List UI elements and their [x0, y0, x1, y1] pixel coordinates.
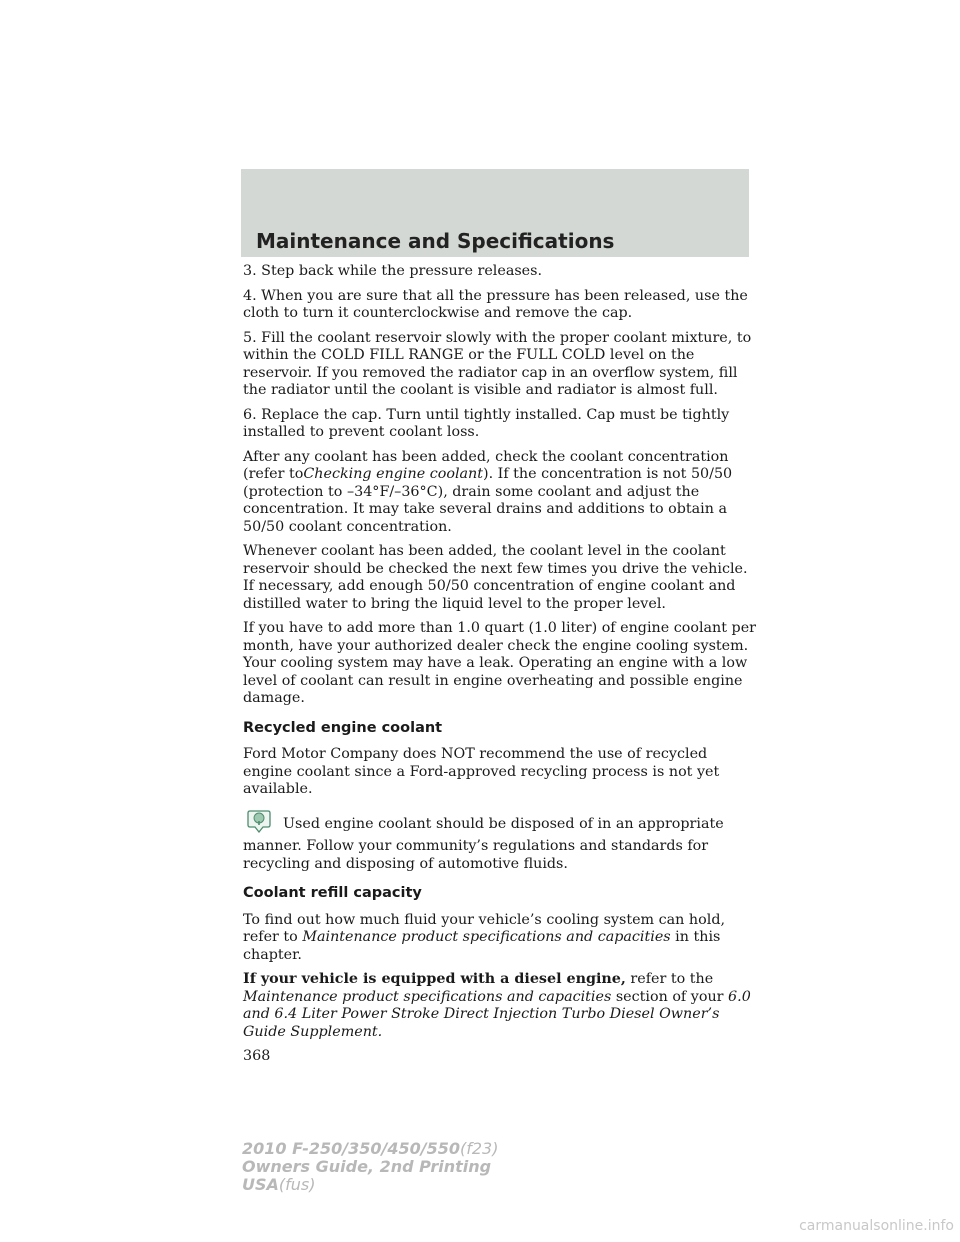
reference-checking-coolant: Checking engine coolant: [303, 466, 483, 482]
recycled-paragraph: Ford Motor Company does NOT recommend the use of recycled engine coolant since a Ford-approved recycling process is not yet available.: [243, 746, 720, 797]
capacity-paragraph: To find out how much fluid your vehicle’s cooling system can hold, refer to Maintenance product specifications and capacities in this chapter.: [243, 911, 726, 963]
reference-specifications-diesel: Maintenance product specifications and capacities: [243, 988, 612, 1005]
step-3: 3. Step back while the pressure releases.: [243, 263, 543, 279]
step-5: 5. Fill the coolant reservoir slowly with the proper coolant mixture, to within the COLD FILL RANGE or the FULL COLD level on the reservoir. If you removed the radiator cap in an overflow system, fill the radiator until the coolant is visible and radiator is almost full.: [243, 329, 752, 398]
step-6: 6. Replace the cap. Turn until tightly installed. Cap must be tightly installed to prevent coolant loss.: [243, 406, 730, 440]
page-number: 368: [243, 1048, 271, 1064]
coolant-level-paragraph: Whenever coolant has been added, the coolant level in the coolant reservoir should be checked the next few times you drive the vehicle. If necessary, add enough 50/50 concentration of engine coolant and distilled water to bring the liquid level to the proper level.: [243, 543, 748, 612]
footer-line-1: 2010 F-250/350/450/550(f23): [242, 1139, 499, 1158]
section-header: [241, 169, 749, 257]
page-content: [243, 263, 758, 1073]
coolant-leak-paragraph: If you have to add more than 1.0 quart (1.0 liter) of engine coolant per month, have your authorized dealer check the engine cooling system. Your cooling system may have a leak. Operating an engine with a low level of coolant can result in engine overheating and possible engine damage.: [243, 620, 757, 706]
heading-recycled-coolant: Recycled engine coolant: [243, 719, 443, 736]
diesel-paragraph: If your vehicle is equipped with a diesel engine, refer to the Maintenance product specifications and capacities section of your 6.0 and 6.4 Liter Power Stroke Direct Injection Turbo Diesel Owner’s Guide Supplement.: [243, 971, 751, 1040]
watermark: carmanualsonline.info: [799, 1218, 954, 1234]
footer-line-3: USA(fus): [242, 1175, 316, 1194]
step-4: 4. When you are sure that all the pressure has been released, use the cloth to turn it counterclockwise and remove the cap.: [243, 287, 748, 321]
section-title: Maintenance and Specifications: [256, 229, 615, 253]
heading-refill-capacity: Coolant refill capacity: [243, 885, 422, 901]
environment-tree-icon: [245, 809, 273, 839]
footer-line-2: Owners Guide, 2nd Printing: [242, 1157, 492, 1176]
environment-note: Used engine coolant should be disposed of in an appropriate manner. Follow your community’s regulations and standards for recycling and disposing of automotive fluids.: [243, 809, 758, 874]
concentration-paragraph: After any coolant has been added, check the coolant concentration (refer toChecking engine coolant). If the concentration is not 50/50 (protection to –34°F/–36°C), drain some coolant and adjust the concentration. It may take several drains and additions to obtain a 50/50 coolant concentration.: [243, 448, 733, 535]
document-footer: [242, 1140, 498, 1194]
reference-diesel-supplement: 6.0 and 6.4 Liter Power Stroke Direct Injection Turbo Diesel Owner’s Guide Supplement.: [243, 988, 751, 1040]
reference-specifications: Maintenance product specifications and capacities: [302, 929, 671, 945]
